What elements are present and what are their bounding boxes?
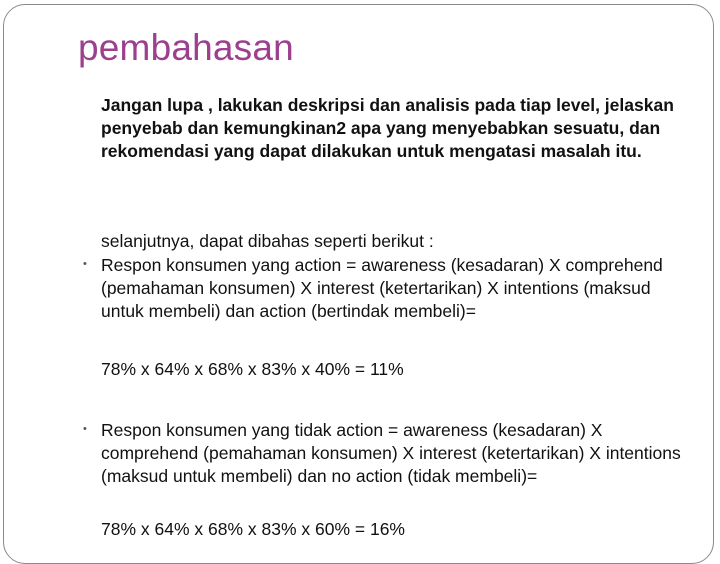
formula-2 [101,518,691,541]
formula-text-2: 78% x 64% x 68% x 83% x 60% = 16% [101,519,405,539]
bullet-item-1 [101,254,691,323]
slide-title: pembahasan [78,27,294,68]
lead-paragraph [101,230,691,253]
bullet-marker-2: • [83,423,87,435]
formula-text-1: 78% x 64% x 68% x 83% x 40% = 11% [101,359,404,379]
bullet-text-2: Respon konsumen yang tidak action = awareness (kesadaran) X comprehend (pemahaman konsumen) X interest (ketertarikan) X intentions (maksud untuk membeli) dan no action (tidak membeli)= [101,420,681,486]
lead-text: selanjutnya, dapat dibahas seperti berikut : [101,231,434,251]
formula-1 [101,358,691,381]
intro-paragraph [101,94,691,163]
intro-text: Jangan lupa , lakukan deskripsi dan analisis pada tiap level, jelaskan penyebab dan kemungkinan2 apa yang menyebabkan sesuatu, dan rekomendasi yang dapat dilakukan untuk mengatasi masalah itu. [101,95,674,161]
bullet-text-1: Respon konsumen yang action = awareness (kesadaran) X comprehend (pemahaman konsumen) X interest (ketertarikan) X intentions (maksud untuk membeli) dan action (bertindak membeli)= [101,255,663,321]
bullet-item-2 [101,419,691,488]
bullet-marker-1: • [83,258,87,270]
